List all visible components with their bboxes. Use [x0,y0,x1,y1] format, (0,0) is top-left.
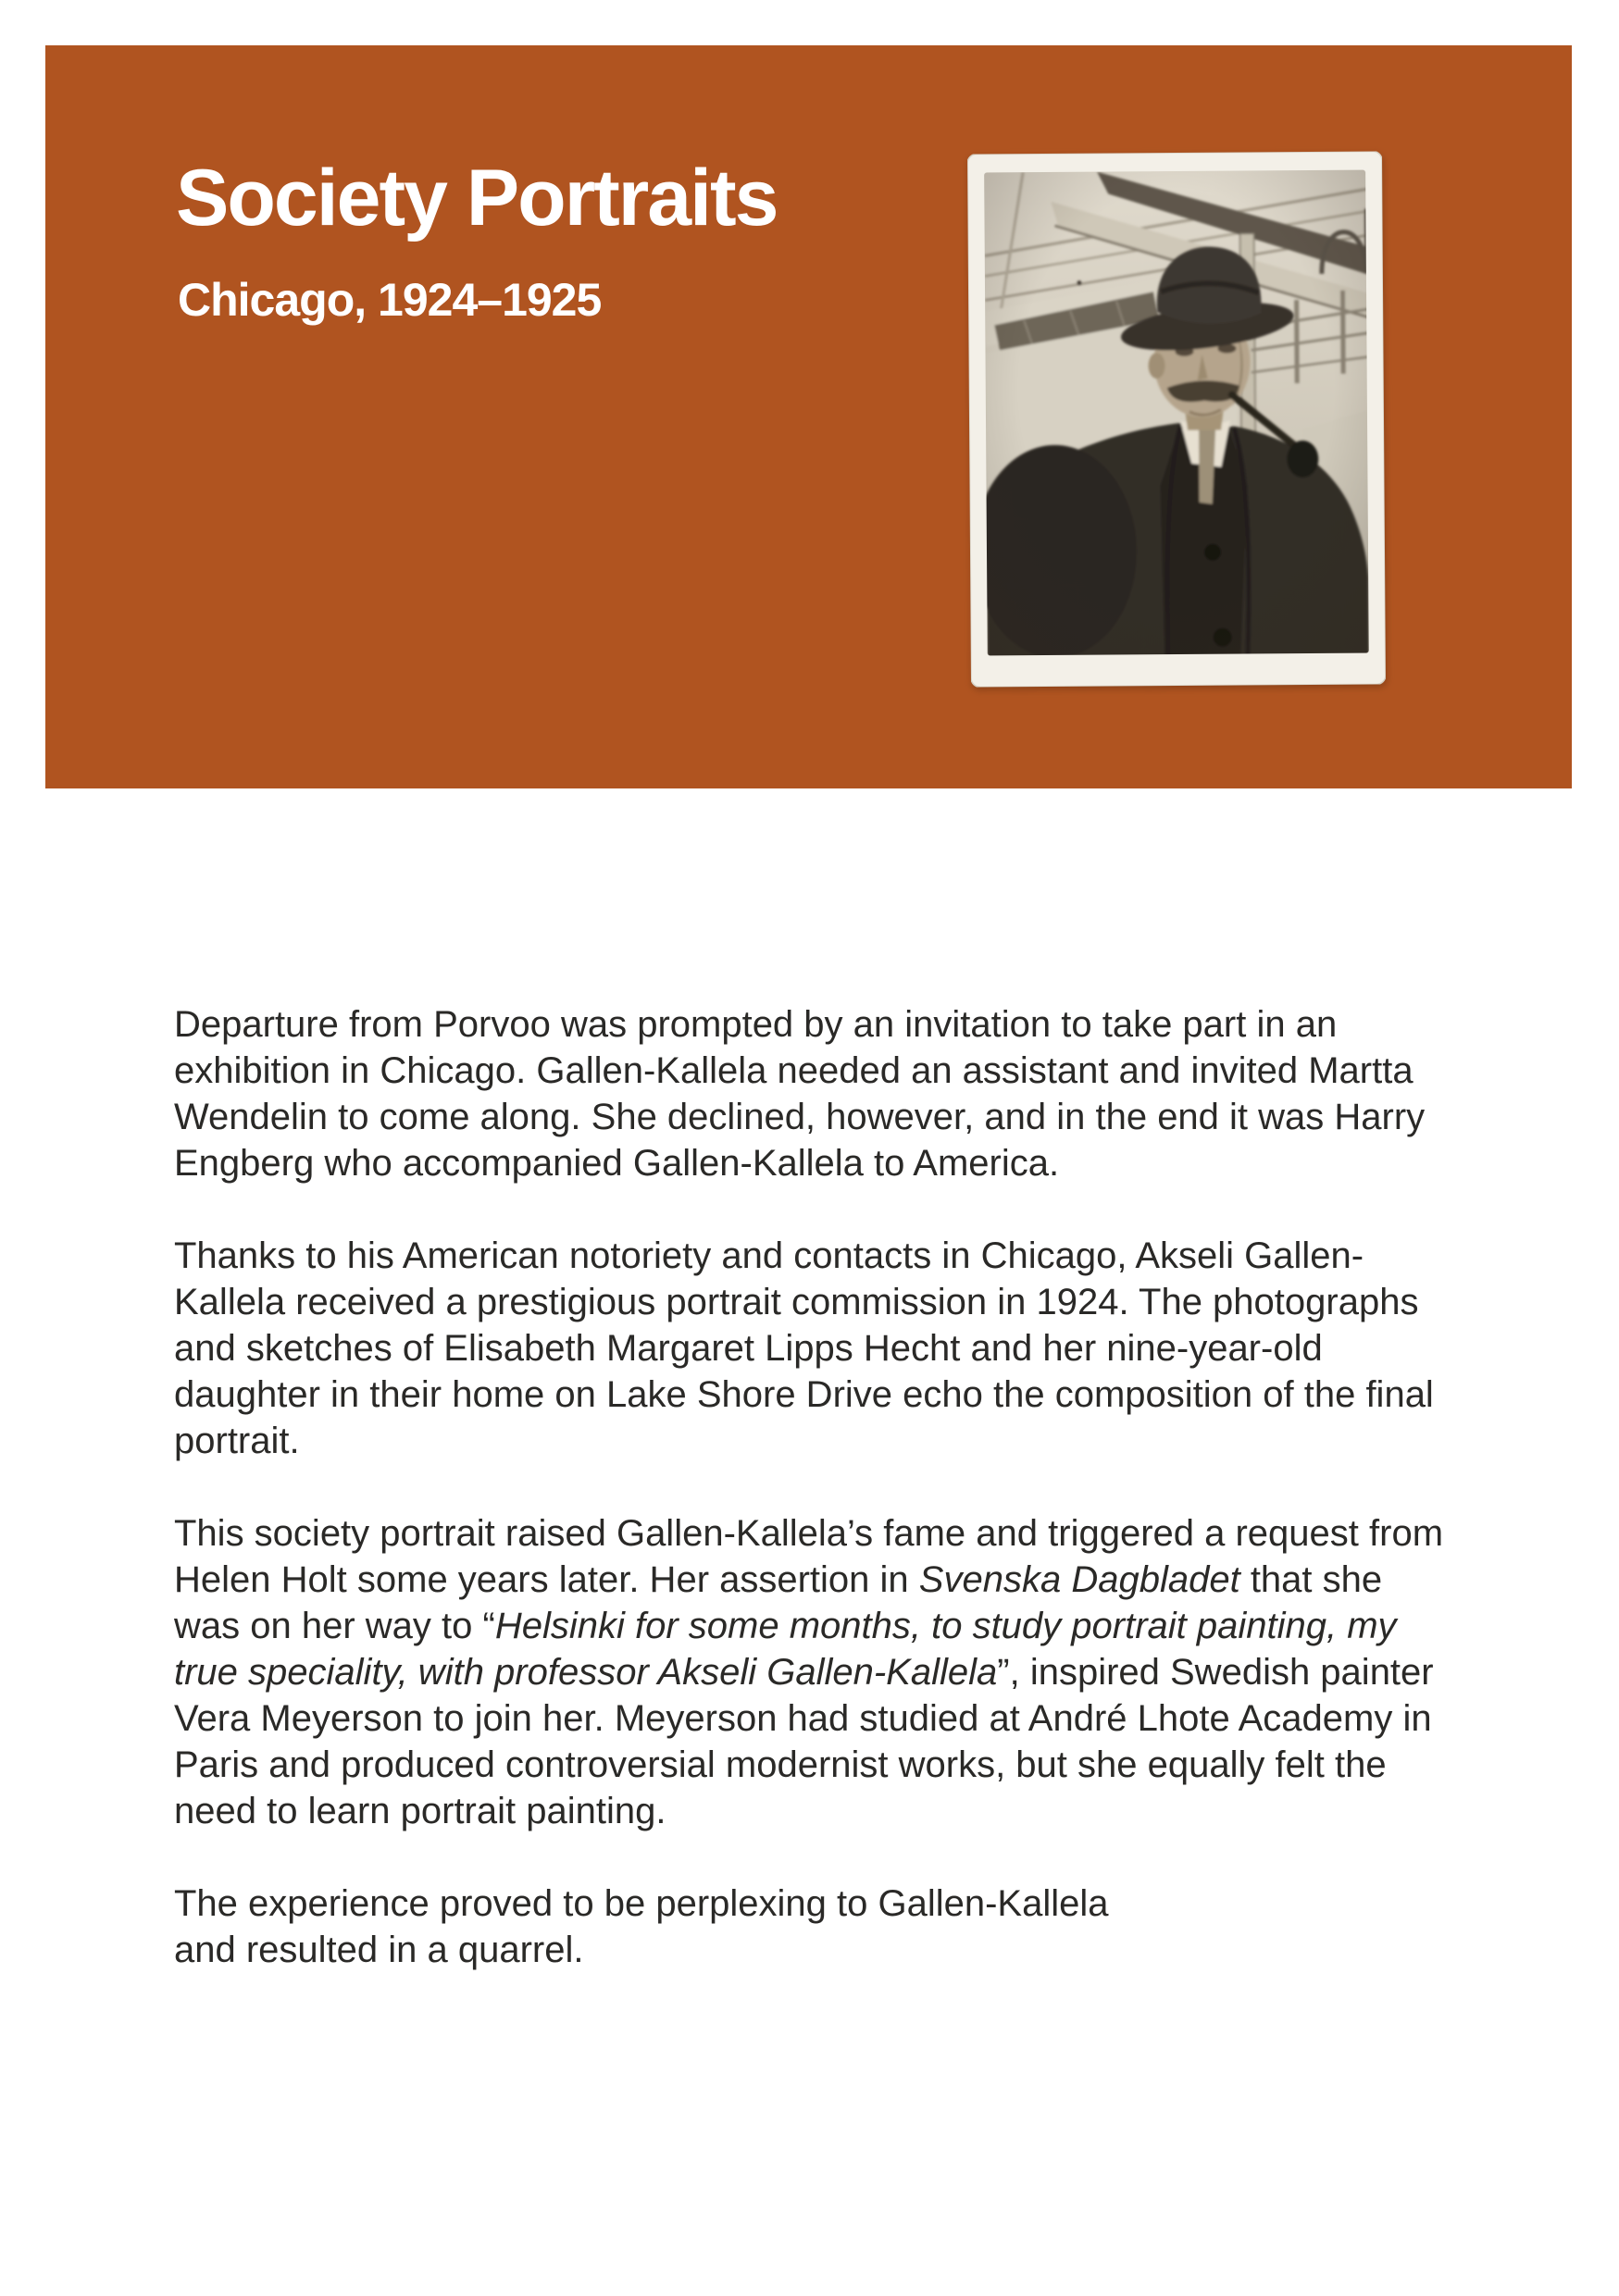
paragraph: This society portrait raised Gallen-Kallela’s fame and triggered a request from Helen Holt some years later. Her assertion in Svenska Dagbladet that she was on her way to “Helsinki for some months, to study portrait painting, my true speciality, with professor Akseli Gallen-Kallela”, inspired Swedish painter Vera Meyerson to join her. Meyerson had studied at André Lhote Academy in Paris and produced controversial modernist works, but she equally felt the need to learn portrait painting. [174,1513,1444,1831]
page-title: Society Portraits [176,154,778,242]
paragraph: The experience proved to be perplexing to Gallen-Kallela and resulted in a quarrel. [174,1883,1109,1970]
portrait-photo [967,151,1386,687]
body-text [174,1001,1456,1973]
paragraph: Departure from Porvoo was prompted by an invitation to take part in an exhibition in Chicago. Gallen-Kallela needed an assistant and invited Martta Wendelin to come along. She declined, however, and in the end it was Harry Engberg who accompanied Gallen-Kallela to America. [174,1004,1426,1184]
portrait-photo-illustration [967,151,1386,687]
paragraph: Thanks to his American notoriety and contacts in Chicago, Akseli Gallen-Kallela received a prestigious portrait commission in 1924. The photographs and sketches of Elisabeth Margaret Lipps Hecht and her nine-year-old daughter in their home on Lake Shore Drive echo the composition of the final portrait. [174,1235,1434,1461]
header-banner [45,45,1572,788]
page-subtitle: Chicago, 1924–1925 [178,274,602,326]
